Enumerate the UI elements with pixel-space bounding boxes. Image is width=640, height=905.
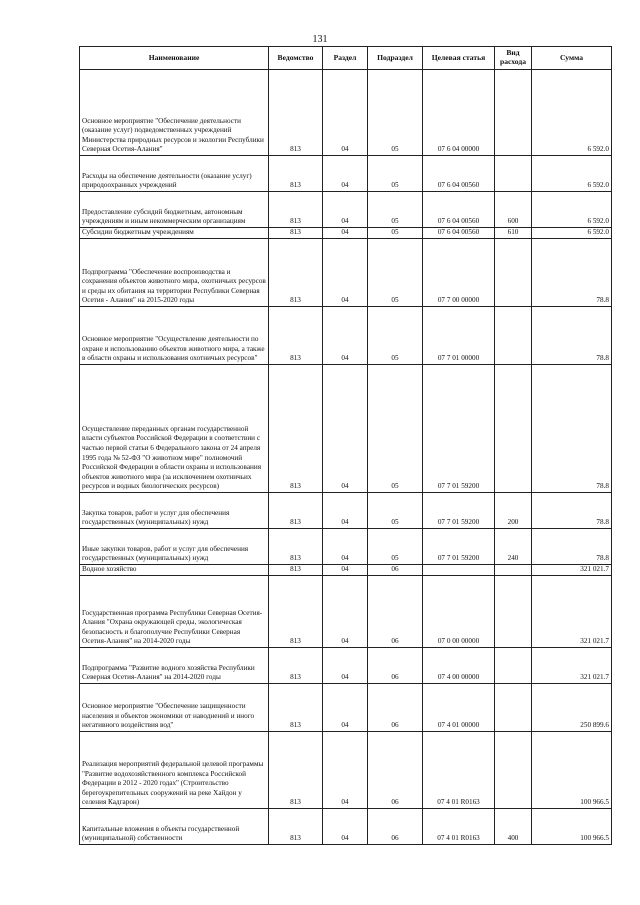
table-row — [80, 239, 612, 307]
cell-exp-type: 240 — [495, 529, 532, 565]
cell-exp-type — [495, 565, 532, 576]
cell-subsection: 05 — [368, 239, 423, 307]
cell-dept: 813 — [269, 565, 323, 576]
cell-section: 04 — [323, 70, 368, 156]
cell-dept: 813 — [269, 732, 323, 809]
cell-target: 07 4 01 R0163 — [423, 732, 495, 809]
cell-target: 07 7 00 00000 — [423, 239, 495, 307]
cell-dept: 813 — [269, 70, 323, 156]
table-row — [80, 228, 612, 239]
cell-subsection: 05 — [368, 529, 423, 565]
cell-target: 07 7 01 59200 — [423, 529, 495, 565]
cell-name: Субсидии бюджетным учреждениям — [80, 228, 269, 239]
cell-name: Реализация мероприятий федеральной целевой программы "Развитие водохозяйственного комплекса Российской Федерации в 2012 - 2020 годах" (Строительство берегоукрепительных сооружений на реке Хайдон у селения Кадгарон) — [80, 732, 269, 809]
cell-dept: 813 — [269, 809, 323, 845]
header-name: Наименование — [80, 47, 269, 70]
cell-sum: 78.8 — [532, 239, 612, 307]
cell-section: 04 — [323, 192, 368, 228]
cell-section: 04 — [323, 529, 368, 565]
cell-name: Подпрограмма "Обеспечение воспроизводства и сохранения объектов животного мира, охотничьих ресурсов и среды их обитания на территории Республики Северная Осетия - Алания" на 2015-2020 годы — [80, 239, 269, 307]
cell-exp-type — [495, 239, 532, 307]
cell-exp-type: 600 — [495, 192, 532, 228]
cell-sum: 6 592.0 — [532, 156, 612, 192]
cell-subsection: 05 — [368, 228, 423, 239]
cell-dept: 813 — [269, 576, 323, 648]
header-section: Раздел — [323, 47, 368, 70]
table-row — [80, 529, 612, 565]
cell-subsection: 05 — [368, 192, 423, 228]
cell-name: Основное мероприятие "Осуществление деятельности по охране и использованию объектов животного мира, а также в области охраны и использования охотничьих ресурсов" — [80, 307, 269, 365]
cell-subsection: 06 — [368, 648, 423, 684]
cell-sum: 100 966.5 — [532, 732, 612, 809]
cell-dept: 813 — [269, 365, 323, 493]
cell-target: 07 4 01 R0163 — [423, 809, 495, 845]
cell-exp-type — [495, 156, 532, 192]
cell-exp-type — [495, 307, 532, 365]
cell-subsection: 06 — [368, 576, 423, 648]
cell-target: 07 6 04 00560 — [423, 192, 495, 228]
cell-name: Предоставление субсидий бюджетным, автономным учреждениям и иным некоммерческим организациям — [80, 192, 269, 228]
cell-exp-type: 400 — [495, 809, 532, 845]
cell-target — [423, 565, 495, 576]
table-row — [80, 192, 612, 228]
cell-name: Подпрограмма "Развитие водного хозяйства Республики Северная Осетия-Алания" на 2014-2020 годы — [80, 648, 269, 684]
cell-sum: 78.8 — [532, 365, 612, 493]
header-target: Целевая статья — [423, 47, 495, 70]
header-subsection: Подраздел — [368, 47, 423, 70]
cell-section: 04 — [323, 576, 368, 648]
cell-subsection: 06 — [368, 565, 423, 576]
cell-section: 04 — [323, 156, 368, 192]
cell-exp-type — [495, 684, 532, 732]
cell-subsection: 06 — [368, 809, 423, 845]
table-row — [80, 648, 612, 684]
cell-section: 04 — [323, 239, 368, 307]
cell-dept: 813 — [269, 648, 323, 684]
cell-name: Иные закупки товаров, работ и услуг для обеспечения государственных (муниципальных) нужд — [80, 529, 269, 565]
cell-section: 04 — [323, 365, 368, 493]
cell-dept: 813 — [269, 192, 323, 228]
cell-dept: 813 — [269, 307, 323, 365]
cell-target: 07 7 01 59200 — [423, 493, 495, 529]
table-row — [80, 307, 612, 365]
cell-subsection: 05 — [368, 365, 423, 493]
cell-target: 07 4 00 00000 — [423, 648, 495, 684]
cell-sum: 321 021.7 — [532, 648, 612, 684]
cell-subsection: 05 — [368, 156, 423, 192]
table-row — [80, 70, 612, 156]
cell-section: 04 — [323, 307, 368, 365]
cell-sum: 250 899.6 — [532, 684, 612, 732]
cell-dept: 813 — [269, 529, 323, 565]
table-row — [80, 809, 612, 845]
table-row — [80, 565, 612, 576]
cell-sum: 6 592.0 — [532, 228, 612, 239]
cell-target: 07 6 04 00560 — [423, 228, 495, 239]
cell-dept: 813 — [269, 239, 323, 307]
cell-sum: 321 021.7 — [532, 576, 612, 648]
table-row — [80, 576, 612, 648]
cell-subsection: 05 — [368, 493, 423, 529]
cell-section: 04 — [323, 809, 368, 845]
cell-subsection: 06 — [368, 732, 423, 809]
header-exp-type: Вид расхода — [495, 47, 532, 70]
cell-name: Расходы на обеспечение деятельности (оказание услуг) природоохранных учреждений — [80, 156, 269, 192]
cell-name: Основное мероприятие "Обеспечение деятельности (оказание услуг) подведомственных учреждений Министерства природных ресурсов и экологии Республики Северная Осетия-Алания" — [80, 70, 269, 156]
cell-exp-type — [495, 732, 532, 809]
cell-sum: 6 592.0 — [532, 70, 612, 156]
cell-subsection: 05 — [368, 307, 423, 365]
header-dept: Ведомство — [269, 47, 323, 70]
cell-section: 04 — [323, 684, 368, 732]
cell-sum: 100 966.5 — [532, 809, 612, 845]
cell-name: Основное мероприятие "Обеспечение защищенности населения и объектов экономики от наводнений и иного негативного воздействия вод" — [80, 684, 269, 732]
cell-exp-type — [495, 70, 532, 156]
cell-section: 04 — [323, 565, 368, 576]
cell-sum: 78.8 — [532, 307, 612, 365]
page-number: 131 — [312, 34, 328, 45]
cell-exp-type — [495, 576, 532, 648]
cell-exp-type — [495, 365, 532, 493]
cell-target: 07 4 01 00000 — [423, 684, 495, 732]
cell-sum: 321 021.7 — [532, 565, 612, 576]
cell-subsection: 06 — [368, 684, 423, 732]
cell-exp-type: 610 — [495, 228, 532, 239]
cell-target: 07 0 00 00000 — [423, 576, 495, 648]
table-row — [80, 156, 612, 192]
cell-name: Закупка товаров, работ и услуг для обеспечения государственных (муниципальных) нужд — [80, 493, 269, 529]
table-row — [80, 684, 612, 732]
table-row — [80, 493, 612, 529]
cell-dept: 813 — [269, 228, 323, 239]
cell-sum: 78.8 — [532, 529, 612, 565]
cell-section: 04 — [323, 648, 368, 684]
cell-subsection: 05 — [368, 70, 423, 156]
cell-dept: 813 — [269, 156, 323, 192]
cell-section: 04 — [323, 732, 368, 809]
table-row — [80, 732, 612, 809]
cell-section: 04 — [323, 228, 368, 239]
cell-exp-type — [495, 648, 532, 684]
cell-name: Водное хозяйство — [80, 565, 269, 576]
budget-table — [79, 46, 612, 845]
cell-target: 07 7 01 59200 — [423, 365, 495, 493]
cell-sum: 78.8 — [532, 493, 612, 529]
cell-name: Государственная программа Республики Северная Осетия-Алания "Охрана окружающей среды, экологическая безопасность и благополучие Республики Северная Осетия-Алания" на 2014-2020 годы — [80, 576, 269, 648]
header-sum: Сумма — [532, 47, 612, 70]
table-row — [80, 365, 612, 493]
cell-target: 07 6 04 00560 — [423, 156, 495, 192]
cell-exp-type: 200 — [495, 493, 532, 529]
table-header-row — [80, 47, 612, 70]
cell-name: Осуществление переданных органам государственной власти субъектов Российской Федерации в соответствии с частью первой статьи 6 Федерального закона от 24 апреля 1995 года № 52-ФЗ "О животном мире" полномочий Российской Федерации в области охраны и использования объектов животного мира (за исключением охотничьих ресурсов и водных биологических ресурсов) — [80, 365, 269, 493]
cell-dept: 813 — [269, 493, 323, 529]
cell-dept: 813 — [269, 684, 323, 732]
cell-sum: 6 592.0 — [532, 192, 612, 228]
cell-section: 04 — [323, 493, 368, 529]
cell-name: Капитальные вложения в объекты государственной (муниципальной) собственности — [80, 809, 269, 845]
cell-target: 07 7 01 00000 — [423, 307, 495, 365]
cell-target: 07 6 04 00000 — [423, 70, 495, 156]
